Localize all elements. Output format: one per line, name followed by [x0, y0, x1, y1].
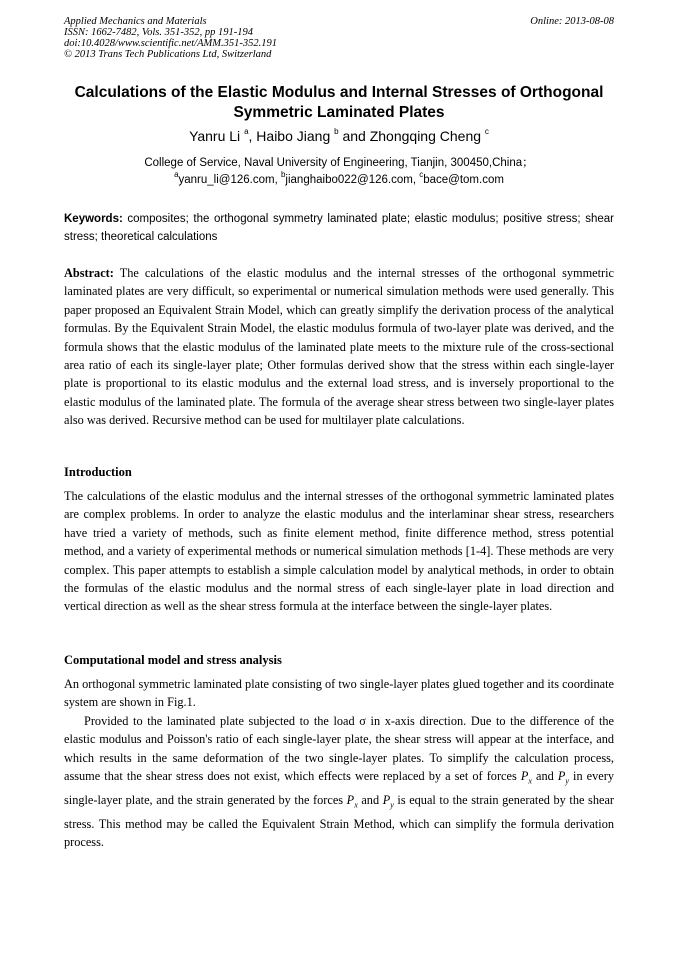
- p2-text-d: and: [357, 793, 383, 808]
- computational-paragraph-1: An orthogonal symmetric laminated plate consisting of two single-layer plates glued together and its coordinate system are shown in Fig.1.: [64, 677, 614, 710]
- author-list: [64, 128, 614, 144]
- sub-x: x: [528, 776, 532, 786]
- email-3-mark: c: [419, 170, 424, 180]
- computational-paragraph-2: [64, 712, 614, 852]
- email-1[interactable]: yanru_li@126.com,: [178, 174, 281, 186]
- doi-line[interactable]: doi:10.4028/www.scientific.net/AMM.351-352.191: [64, 38, 277, 49]
- email-2-mark: b: [280, 170, 286, 180]
- introduction-text: The calculations of the elastic modulus and the internal stresses of the orthogonal symmetric laminated plates are complex problems. In order to analyze the elastic modulus and the interlaminar shear stress, researchers have tried a variety of methods, such as finite element method, finite difference method, stress potential method, and a variety of experimental methods or numerical simulation methods [1-4]. These methods are very complex. This paper attempts to establish a simple calculation model by analytical methods, in order to obtain the formulas of the elastic modulus and the normal stress of each single-layer plate in load direction and vertical direction as well as the shear stress formula at the interface between the single-layer plates.: [64, 489, 614, 614]
- p2-text-e: is equal to the strain generated by the shear stress. This method may be called the Equivalent Strain Method, which can simplify the formula derivation process.: [64, 793, 614, 850]
- var-p: P: [346, 793, 355, 808]
- abstract-text: The calculations of the elastic modulus and the internal stresses of the orthogonal symmetric laminated plates are very difficult, so experimental or numerical simulation methods were used generally. This paper proposed an Equivalent Strain Model, which can greatly simplify the derivation process of the analytical formulas. By the Equivalent Strain Model, the elastic modulus formula of two-layer plate was derived, and the formula shows that the elastic modulus of the laminated plate meets to the mixture rule of the cross-sectional area ratio of each its single-layer plate; Other formulas derived show that the stress within each single-layer plate is proportional to its elastic modulus and the external load stress, and is inversely proportional to the elastic modulus of the laminated plate. The formula of the average shear stress between two single-layer plates also was derived. Recursive method can be used for multilayer plate calculations.: [64, 266, 614, 428]
- var-p: P: [382, 793, 391, 808]
- introduction-heading: Introduction: [64, 465, 132, 479]
- paper-title: Calculations of the Elastic Modulus and Internal Stresses of Orthogonal Symmetric Laminated Plates: [74, 84, 604, 121]
- p2-text-a: Provided to the laminated plate subjected to the load σ in x-axis direction. Due to the difference of the elastic modulus and Poisson's ratio of each single-layer plate, the shear stress will appear at the interface, and which results in the same deformation of the two single-layer plates. To simplify the calculation process, assume that the shear stress does not exist, which effects were replaced by a set of forces: [64, 714, 614, 784]
- journal-name: Applied Mechanics and Materials: [64, 16, 207, 27]
- author-1: Yanru Li: [189, 128, 245, 144]
- var-p: P: [557, 769, 566, 784]
- sub-y: y: [390, 800, 394, 810]
- email-1-mark: a: [174, 170, 179, 180]
- email-2[interactable]: jianghaibo022@126.com,: [285, 174, 420, 186]
- sub-y: y: [565, 776, 569, 786]
- keywords-block: [64, 210, 614, 246]
- online-date: Online: 2013-08-08: [530, 16, 614, 27]
- email-3[interactable]: bace@tom.com: [423, 174, 504, 186]
- journal-header: [64, 16, 277, 60]
- author-separator-2: and Zhongqing Cheng: [338, 128, 485, 144]
- var-px-2: [346, 793, 358, 810]
- keywords-text: composites; the orthogonal symmetry laminated plate; elastic modulus; positive stress; shear stress; theoretical calculations: [64, 213, 614, 243]
- var-py-2: [382, 793, 394, 810]
- copyright-line: © 2013 Trans Tech Publications Ltd, Switzerland: [64, 49, 272, 60]
- author-1-affil-mark: a: [244, 127, 249, 137]
- author-3-affil-mark: c: [484, 127, 489, 137]
- p2-text-c: in every single-layer plate, and the strain generated by the forces: [64, 769, 614, 808]
- sub-x: x: [354, 800, 358, 810]
- var-p: P: [520, 769, 529, 784]
- abstract-label: Abstract:: [64, 266, 114, 280]
- author-2-affil-mark: b: [334, 127, 339, 137]
- author-emails: [64, 170, 614, 187]
- computational-heading: Computational model and stress analysis: [64, 653, 282, 667]
- var-py-1: [557, 769, 569, 786]
- p2-text-b: and: [531, 769, 558, 784]
- issn-line: ISSN: 1662-7482, Vols. 351-352, pp 191-194: [64, 27, 253, 38]
- var-px-1: [520, 769, 532, 786]
- abstract-block: [64, 264, 614, 430]
- author-separator-1: , Haibo Jiang: [248, 128, 335, 144]
- affiliation: College of Service, Naval University of Engineering, Tianjin, 300450,China；: [144, 157, 534, 169]
- keywords-label: Keywords:: [64, 213, 123, 225]
